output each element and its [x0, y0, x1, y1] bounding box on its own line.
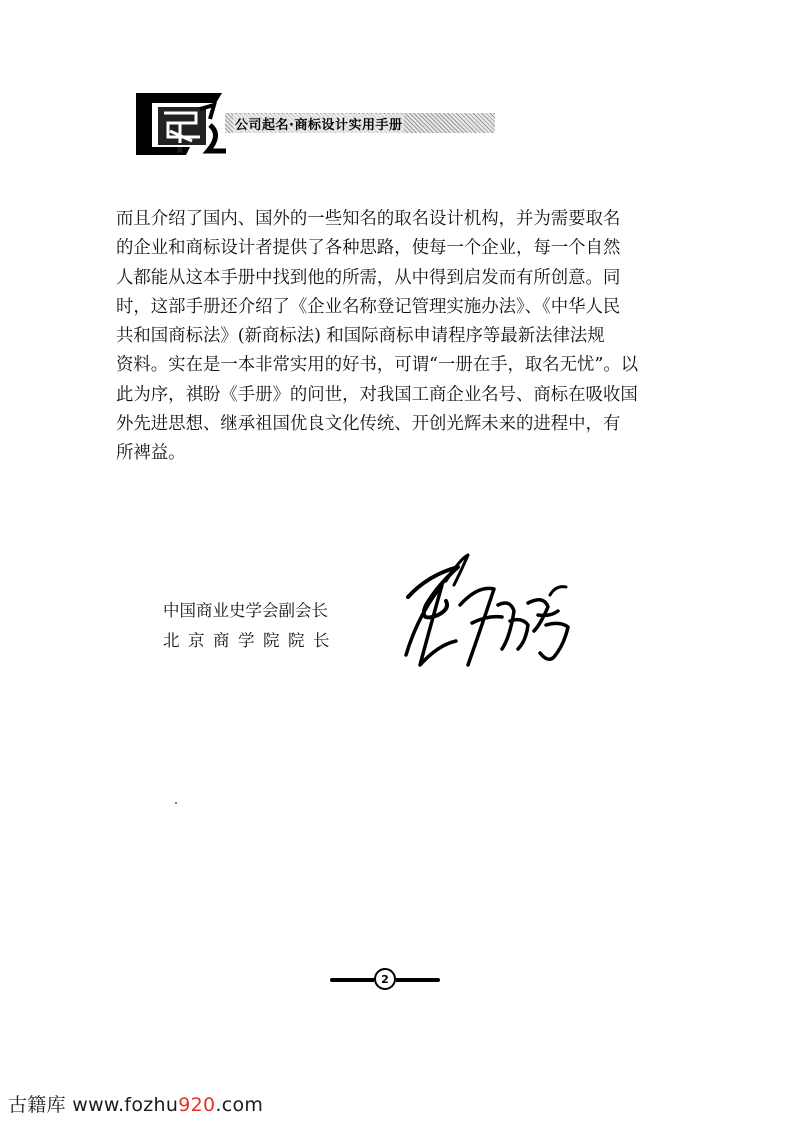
body-line: 的企业和商标设计者提供了各种思路，使每一个企业，每一个自然	[116, 238, 621, 259]
source-watermark	[8, 1090, 263, 1117]
author-title-1: 中国商业史学会副会长	[163, 601, 328, 620]
page-number-ornament	[330, 965, 440, 995]
svg-text:民: 民	[176, 147, 184, 154]
folio-rule-right	[396, 978, 440, 982]
author-titles	[163, 596, 338, 656]
body-line: 所裨益。	[116, 443, 186, 464]
page-number: 2	[381, 972, 389, 986]
author-title-2: 北京商学院院长	[163, 631, 338, 650]
series-title-band	[225, 113, 495, 133]
series-logo	[130, 85, 230, 155]
body-line: 共和国商标法》(新商标法) 和国际商标申请程序等最新法律法规	[116, 326, 605, 347]
folio-rule-left	[330, 978, 374, 982]
speck	[175, 802, 177, 804]
series-title: 公司起名·商标设计实用手册	[233, 114, 404, 133]
body-paragraph	[116, 205, 676, 469]
body-line: 而且介绍了国内、国外的一些知名的取名设计机构，并为需要取名	[116, 209, 621, 229]
body-line: 外先进思想、继承祖国优良文化传统、开创光辉未来的进程中，有	[116, 414, 621, 435]
watermark-suffix: .com	[215, 1094, 264, 1116]
body-line: 人都能从这本手册中找到他的所需，从中得到启发而有所创意。同	[116, 267, 621, 288]
handwritten-signature	[398, 545, 588, 695]
watermark-prefix: 古籍库 www.fozhu	[8, 1094, 179, 1116]
folio-circle	[374, 968, 396, 990]
body-line: 资料。实在是一本非常实用的好书，可谓“一册在手，取名无忧”。以	[116, 355, 639, 376]
body-line: 此为序，祺盼《手册》的问世，对我国工商企业名号、商标在吸收国	[116, 384, 638, 405]
running-header	[130, 85, 510, 155]
watermark-number: 920	[178, 1094, 216, 1116]
body-line: 时，这部手册还介绍了《企业名称登记管理实施办法》、《中华人民	[116, 296, 621, 317]
